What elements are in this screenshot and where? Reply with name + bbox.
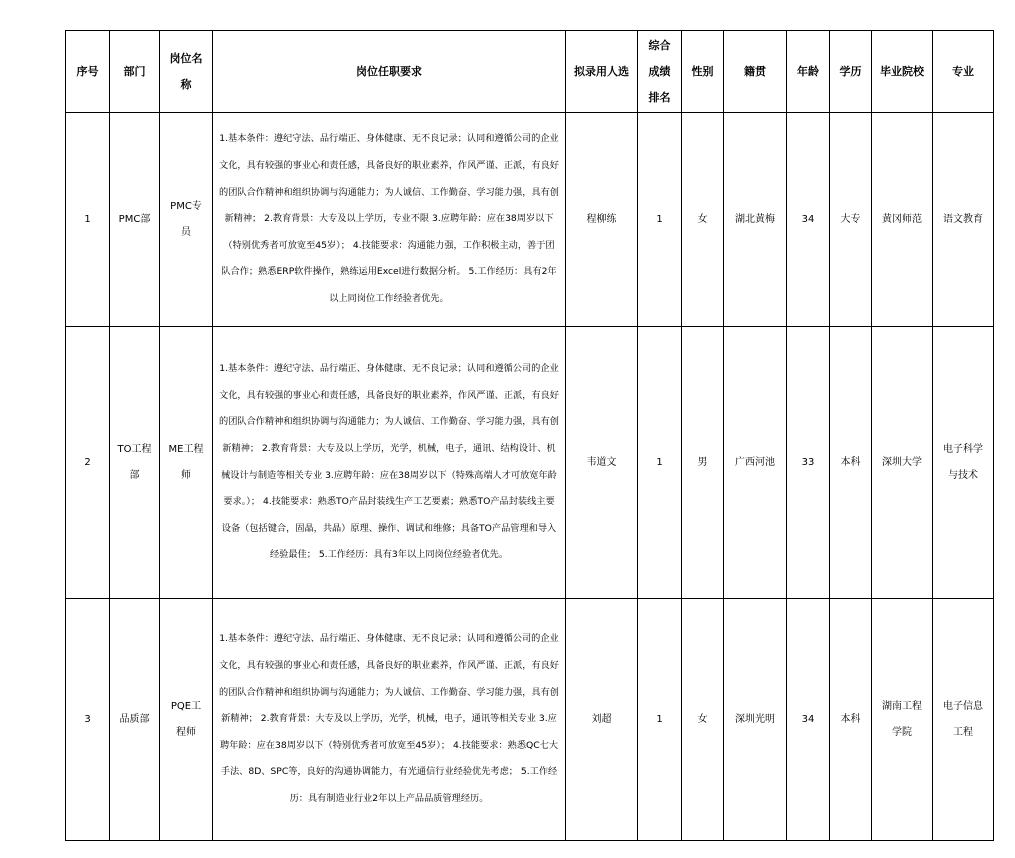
header-rank bbox=[638, 31, 682, 113]
cell-seq: 2 bbox=[66, 327, 110, 599]
cell-position bbox=[160, 113, 213, 327]
header-gender: 性别 bbox=[682, 31, 724, 113]
cell-major-line2: 工程 bbox=[953, 726, 973, 738]
cell-position-line2: 员 bbox=[181, 226, 191, 238]
header-rank-line2: 成绩 bbox=[648, 64, 671, 78]
cell-rank: 1 bbox=[638, 327, 682, 599]
cell-position bbox=[160, 327, 213, 599]
cell-rank: 1 bbox=[638, 113, 682, 327]
cell-candidate: 韦道文 bbox=[566, 327, 638, 599]
header-position bbox=[160, 31, 213, 113]
cell-age: 33 bbox=[787, 327, 830, 599]
cell-position-line1: PMC专 bbox=[170, 200, 202, 212]
header-candidate: 拟录用人选 bbox=[566, 31, 638, 113]
header-requirements: 岗位任职要求 bbox=[213, 31, 566, 113]
header-major: 专业 bbox=[933, 31, 994, 113]
cell-dept-line1: TO工程 bbox=[117, 443, 152, 455]
cell-gender: 女 bbox=[682, 113, 724, 327]
header-education: 学历 bbox=[830, 31, 872, 113]
header-origin: 籍贯 bbox=[724, 31, 787, 113]
header-seq: 序号 bbox=[66, 31, 110, 113]
header-age: 年龄 bbox=[787, 31, 830, 113]
cell-major bbox=[933, 113, 994, 327]
table-row bbox=[66, 113, 994, 327]
cell-school-line1: 深圳大学 bbox=[882, 456, 922, 468]
cell-education: 本科 bbox=[830, 599, 872, 841]
header-rank-line3: 排名 bbox=[648, 90, 671, 104]
cell-age: 34 bbox=[787, 599, 830, 841]
header-position-line1: 岗位名 bbox=[169, 51, 203, 65]
table-row bbox=[66, 327, 994, 599]
cell-position bbox=[160, 599, 213, 841]
cell-school bbox=[872, 599, 933, 841]
cell-requirements: 1.基本条件：遵纪守法、品行端正、身体健康、无不良记录；认同和遵循公司的企业文化，具有较强的事业心和责任感，具备良好的职业素养，作风严谨、正派，有良好的团队合作精神和组织协调与沟通能力；为人诚信、工作勤奋、学习能力强，具有创新精神； 2.教育背景：大专及以上学历，光学，机械，电子，通讯等相关专业 3.应聘年龄：应在38周岁以下（特别优秀者可放宽至45岁）； 4.技能要求：熟悉QC七大手法、8D、SPC等，良好的沟通协调能力，有光通信行业经验优先考虑； 5.工作经历：具有制造业行业2年以上产品品质管理经历。 bbox=[213, 599, 566, 841]
cell-major bbox=[933, 599, 994, 841]
cell-seq: 1 bbox=[66, 113, 110, 327]
cell-candidate: 程柳练 bbox=[566, 113, 638, 327]
cell-school bbox=[872, 327, 933, 599]
cell-requirements: 1.基本条件：遵纪守法、品行端正、身体健康、无不良记录；认同和遵循公司的企业文化，具有较强的事业心和责任感，具备良好的职业素养，作风严谨、正派，有良好的团队合作精神和组织协调与沟通能力；为人诚信、工作勤奋、学习能力强，具有创新精神； 2.教育背景：大专及以上学历，专业不限 3.应聘年龄：应在38周岁以下（特别优秀者可放宽至45岁）； 4.技能要求：沟通能力强，工作积极主动，善于团队合作；熟悉ERP软件操作，熟练运用Excel进行数据分析。 5.工作经历：具有2年以上同岗位工作经验者优先。 bbox=[213, 113, 566, 327]
cell-position-line1: ME工程 bbox=[168, 443, 204, 455]
cell-dept: 品质部 bbox=[110, 599, 160, 841]
header-dept: 部门 bbox=[110, 31, 160, 113]
header-school: 毕业院校 bbox=[872, 31, 933, 113]
cell-gender: 女 bbox=[682, 599, 724, 841]
cell-position-line2: 师 bbox=[181, 469, 191, 481]
cell-origin: 广西河池 bbox=[724, 327, 787, 599]
cell-dept bbox=[110, 327, 160, 599]
table-row bbox=[66, 599, 994, 841]
cell-major bbox=[933, 327, 994, 599]
cell-school-line1: 黄冈师范 bbox=[882, 213, 922, 225]
cell-seq: 3 bbox=[66, 599, 110, 841]
cell-position-line1: PQE工 bbox=[170, 700, 202, 712]
header-row bbox=[66, 31, 994, 113]
header-position-line2: 称 bbox=[180, 77, 192, 91]
cell-education: 本科 bbox=[830, 327, 872, 599]
cell-major-line1: 电子信息 bbox=[943, 700, 983, 712]
cell-candidate: 刘超 bbox=[566, 599, 638, 841]
cell-school-line2: 学院 bbox=[892, 726, 912, 738]
cell-school bbox=[872, 113, 933, 327]
cell-origin: 深圳光明 bbox=[724, 599, 787, 841]
cell-major-line1: 电子科学 bbox=[943, 443, 983, 455]
cell-age: 34 bbox=[787, 113, 830, 327]
cell-requirements: 1.基本条件：遵纪守法、品行端正、身体健康、无不良记录；认同和遵循公司的企业文化，具有较强的事业心和责任感，具备良好的职业素养，作风严谨、正派，有良好的团队合作精神和组织协调与沟通能力；为人诚信、工作勤奋、学习能力强，具有创新精神； 2.教育背景：大专及以上学历，光学，机械，电子，通讯、结构设计、机械设计与制造等相关专业 3.应聘年龄：应在38周岁以下（特殊高端人才可放宽年龄要求。）； 4.技能要求：熟悉TO产品封装线生产工艺要素；熟悉TO产品封装线主要设备（包括键合，固晶，共晶）原理、操作、调试和维修；具备TO产品管理和导入经验最佳； 5.工作经历：具有3年以上同岗位经验者优先。 bbox=[213, 327, 566, 599]
header-rank-line1: 综合 bbox=[648, 38, 671, 52]
cell-origin: 湖北黄梅 bbox=[724, 113, 787, 327]
cell-major-line1: 语文教育 bbox=[943, 213, 983, 225]
cell-position-line2: 程师 bbox=[176, 726, 196, 738]
cell-education: 大专 bbox=[830, 113, 872, 327]
recruitment-table bbox=[65, 30, 994, 841]
cell-dept: PMC部 bbox=[110, 113, 160, 327]
cell-dept-line2: 部 bbox=[129, 469, 140, 481]
cell-gender: 男 bbox=[682, 327, 724, 599]
cell-major-line2: 与技术 bbox=[948, 469, 978, 481]
cell-rank: 1 bbox=[638, 599, 682, 841]
cell-school-line1: 湖南工程 bbox=[882, 700, 922, 712]
